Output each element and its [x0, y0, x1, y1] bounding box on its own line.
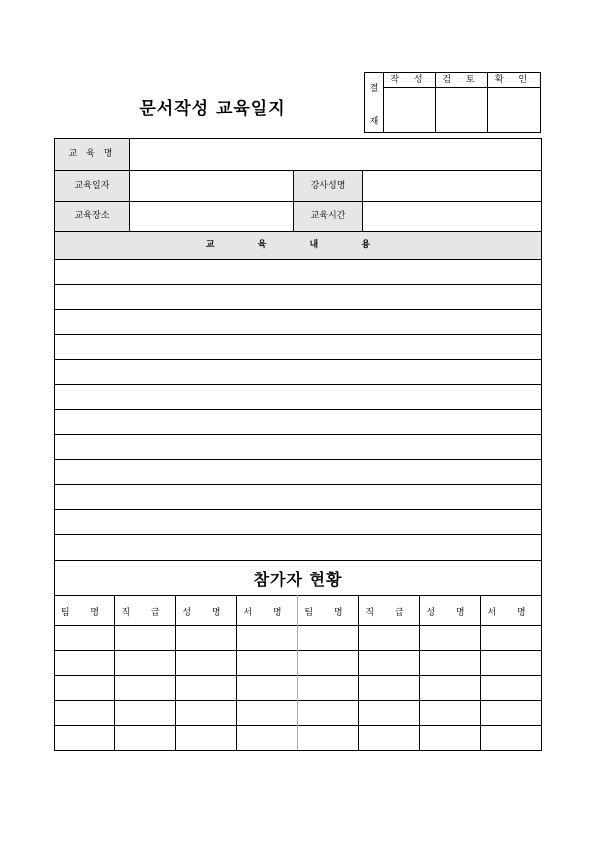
participant-col-line [236, 595, 237, 750]
course-date-field[interactable] [131, 171, 293, 201]
participant-col-divider [297, 595, 298, 750]
participant-col-line [114, 595, 115, 750]
training-log-form [54, 138, 542, 751]
approval-label-bottom: 재 [369, 117, 379, 127]
participant-col-line [419, 595, 420, 750]
participant-row-line [55, 725, 541, 726]
participant-row-line [55, 650, 541, 651]
participant-header-name: 성 명 [182, 608, 230, 618]
course-place-label: 교육장소 [55, 202, 130, 231]
content-line [55, 534, 541, 535]
approval-col-write-label: 작 성 [384, 73, 435, 88]
participant-col-line [480, 595, 481, 750]
course-date-label: 교육일자 [55, 171, 130, 201]
content-line [55, 384, 541, 385]
instructor-field[interactable] [363, 171, 541, 201]
content-line [55, 509, 541, 510]
course-time-field[interactable] [363, 202, 541, 231]
content-line [55, 334, 541, 335]
approval-side-label [365, 73, 384, 132]
approval-box [364, 72, 541, 133]
course-time-label: 교육시간 [293, 202, 363, 231]
course-name-label: 교 육 명 [55, 139, 130, 170]
participant-row-line [55, 625, 541, 626]
content-line [55, 459, 541, 460]
participants-title: 참가자 현황 [253, 570, 343, 589]
participant-col-line [358, 595, 359, 750]
participant-header-sign-2: 서 명 [487, 608, 535, 618]
participant-header-team-2: 팀 명 [304, 608, 352, 618]
content-line [55, 409, 541, 410]
participant-header-team: 팀 명 [60, 608, 109, 618]
content-header: 교 육 내 용 [55, 232, 541, 259]
content-line [55, 359, 541, 360]
instructor-label: 강사성명 [293, 171, 363, 201]
participant-col-line [175, 595, 176, 750]
content-line [55, 284, 541, 285]
participant-row-line [55, 700, 541, 701]
approval-col-write[interactable] [384, 73, 436, 132]
participant-header-rank-2: 직 급 [365, 608, 413, 618]
approval-col-review[interactable] [436, 73, 488, 132]
approval-col-review-label: 검 토 [436, 73, 487, 88]
course-place-field[interactable] [131, 202, 293, 231]
participant-row-line [55, 675, 541, 676]
approval-col-confirm[interactable] [488, 73, 540, 132]
course-name-field[interactable] [131, 139, 541, 170]
participant-header-name-2: 성 명 [426, 608, 474, 618]
participant-header-sign: 서 명 [243, 608, 291, 618]
content-line [55, 560, 541, 561]
content-line [55, 434, 541, 435]
content-line [55, 309, 541, 310]
content-line [55, 484, 541, 485]
approval-label-top: 결 [369, 84, 379, 94]
participant-header-rank: 직 급 [121, 608, 169, 618]
approval-col-confirm-label: 확 인 [488, 73, 540, 88]
document-title: 문서작성 교육일지 [139, 99, 286, 119]
